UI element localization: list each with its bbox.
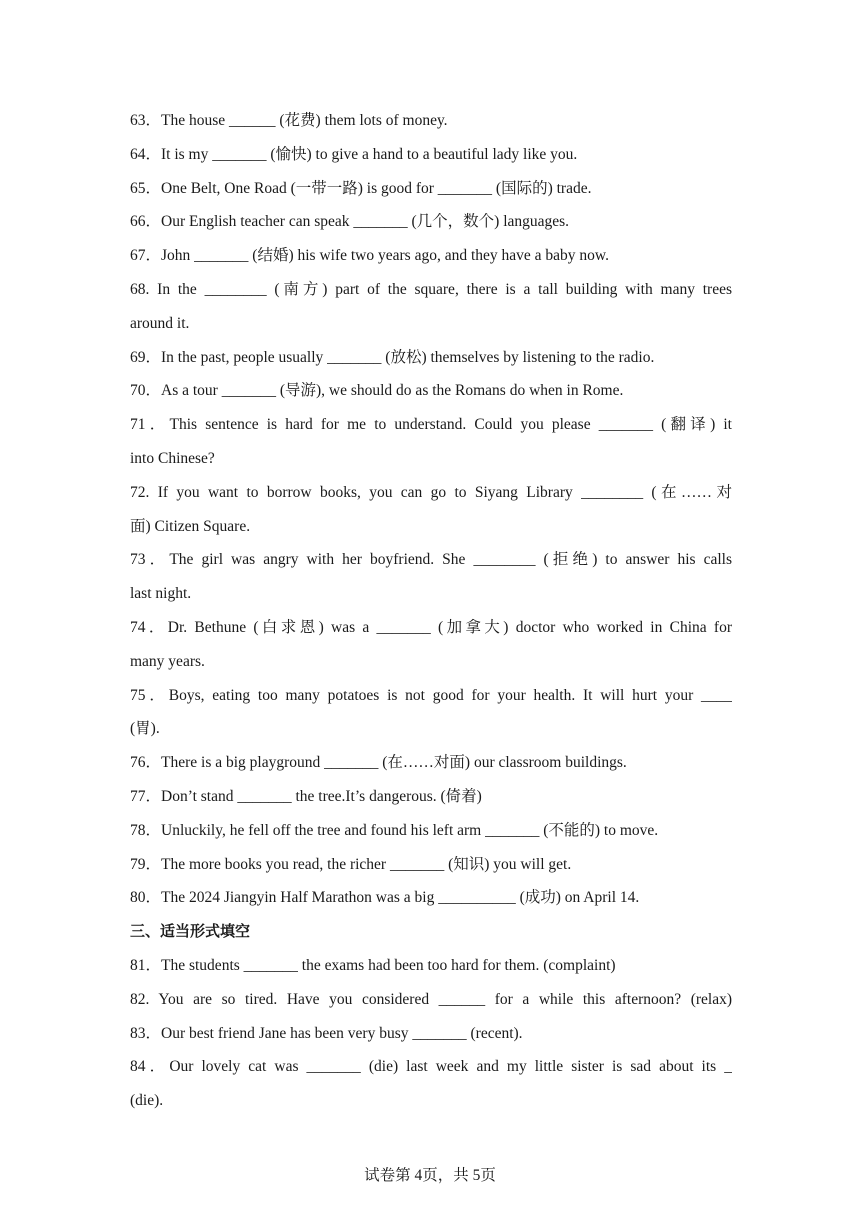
question-75-cont: (胃). — [130, 720, 160, 738]
question-74-cont: many years. — [130, 652, 205, 670]
question-78: 78．Unluckily, he fell off the tree and found his left arm _______ (不能的) to move. — [130, 821, 659, 839]
question-74: 74．Dr. Bethune (白求恩) was a _______ (加拿大) doctor who worked in China for — [130, 618, 732, 636]
question-64: 64．It is my _______ (愉快) to give a hand to a beautiful lady like you. — [130, 145, 578, 163]
question-84: 84．Our lovely cat was _______ (die) last week and my little sister is sad about its _ — [130, 1058, 732, 1076]
question-70: 70．As a tour _______ (导游), we should do as the Romans do when in Rome. — [130, 382, 624, 400]
question-list — [130, 104, 732, 1118]
question-79: 79．The more books you read, the richer _______ (知识) you will get. — [130, 855, 572, 873]
question-73: 73．The girl was angry with her boyfriend. She ________ (拒绝) to answer his calls — [130, 551, 732, 569]
question-84-cont: (die). — [130, 1092, 164, 1110]
question-63: 63．The house ______ (花费) them lots of money. — [130, 112, 448, 129]
question-75: 75．Boys, eating too many potatoes is not good for your health. It will hurt your ____ — [130, 686, 732, 704]
section-heading: 三、适当形式填空 — [130, 922, 251, 941]
question-67: 67．John _______ (结婚) his wife two years ago, and they have a baby now. — [130, 247, 609, 265]
question-82: 82. You are so tired. Have you considered ______ for a while this afternoon? (relax) — [130, 990, 732, 1008]
page-footer: 试卷第 4页，共 5页 — [364, 1167, 496, 1184]
question-81: 81．The students _______ the exams had been too hard for them. (complaint) — [130, 956, 616, 974]
question-69: 69．In the past, people usually _______ (放松) themselves by listening to the radio. — [130, 348, 655, 366]
question-68: 68. In the ________ (南方) part of the square, there is a tall building with many trees — [130, 280, 732, 298]
question-65: 65．One Belt, One Road (一带一路) is good for _______ (国际的) trade. — [130, 179, 592, 197]
question-72: 72. If you want to borrow books, you can go to Siyang Library ________ (在……对 — [130, 483, 732, 501]
question-73-cont: last night. — [130, 585, 192, 603]
question-68-cont: around it. — [130, 314, 190, 332]
question-71: 71．This sentence is hard for me to understand. Could you please _______ (翻译) it — [130, 416, 732, 434]
question-71-cont: into Chinese? — [130, 449, 215, 467]
question-76: 76．There is a big playground _______ (在……对面) our classroom buildings. — [130, 754, 627, 772]
question-72-cont: 面) Citizen Square. — [130, 517, 251, 535]
question-77: 77．Don’t stand _______ the tree.It’s dangerous. (倚着) — [130, 787, 482, 805]
question-66: 66．Our English teacher can speak _______ (几个，数个) languages. — [130, 213, 570, 231]
question-80: 80．The 2024 Jiangyin Half Marathon was a big __________ (成功) on April 14. — [130, 889, 640, 907]
question-83: 83．Our best friend Jane has been very busy _______ (recent). — [130, 1024, 523, 1042]
